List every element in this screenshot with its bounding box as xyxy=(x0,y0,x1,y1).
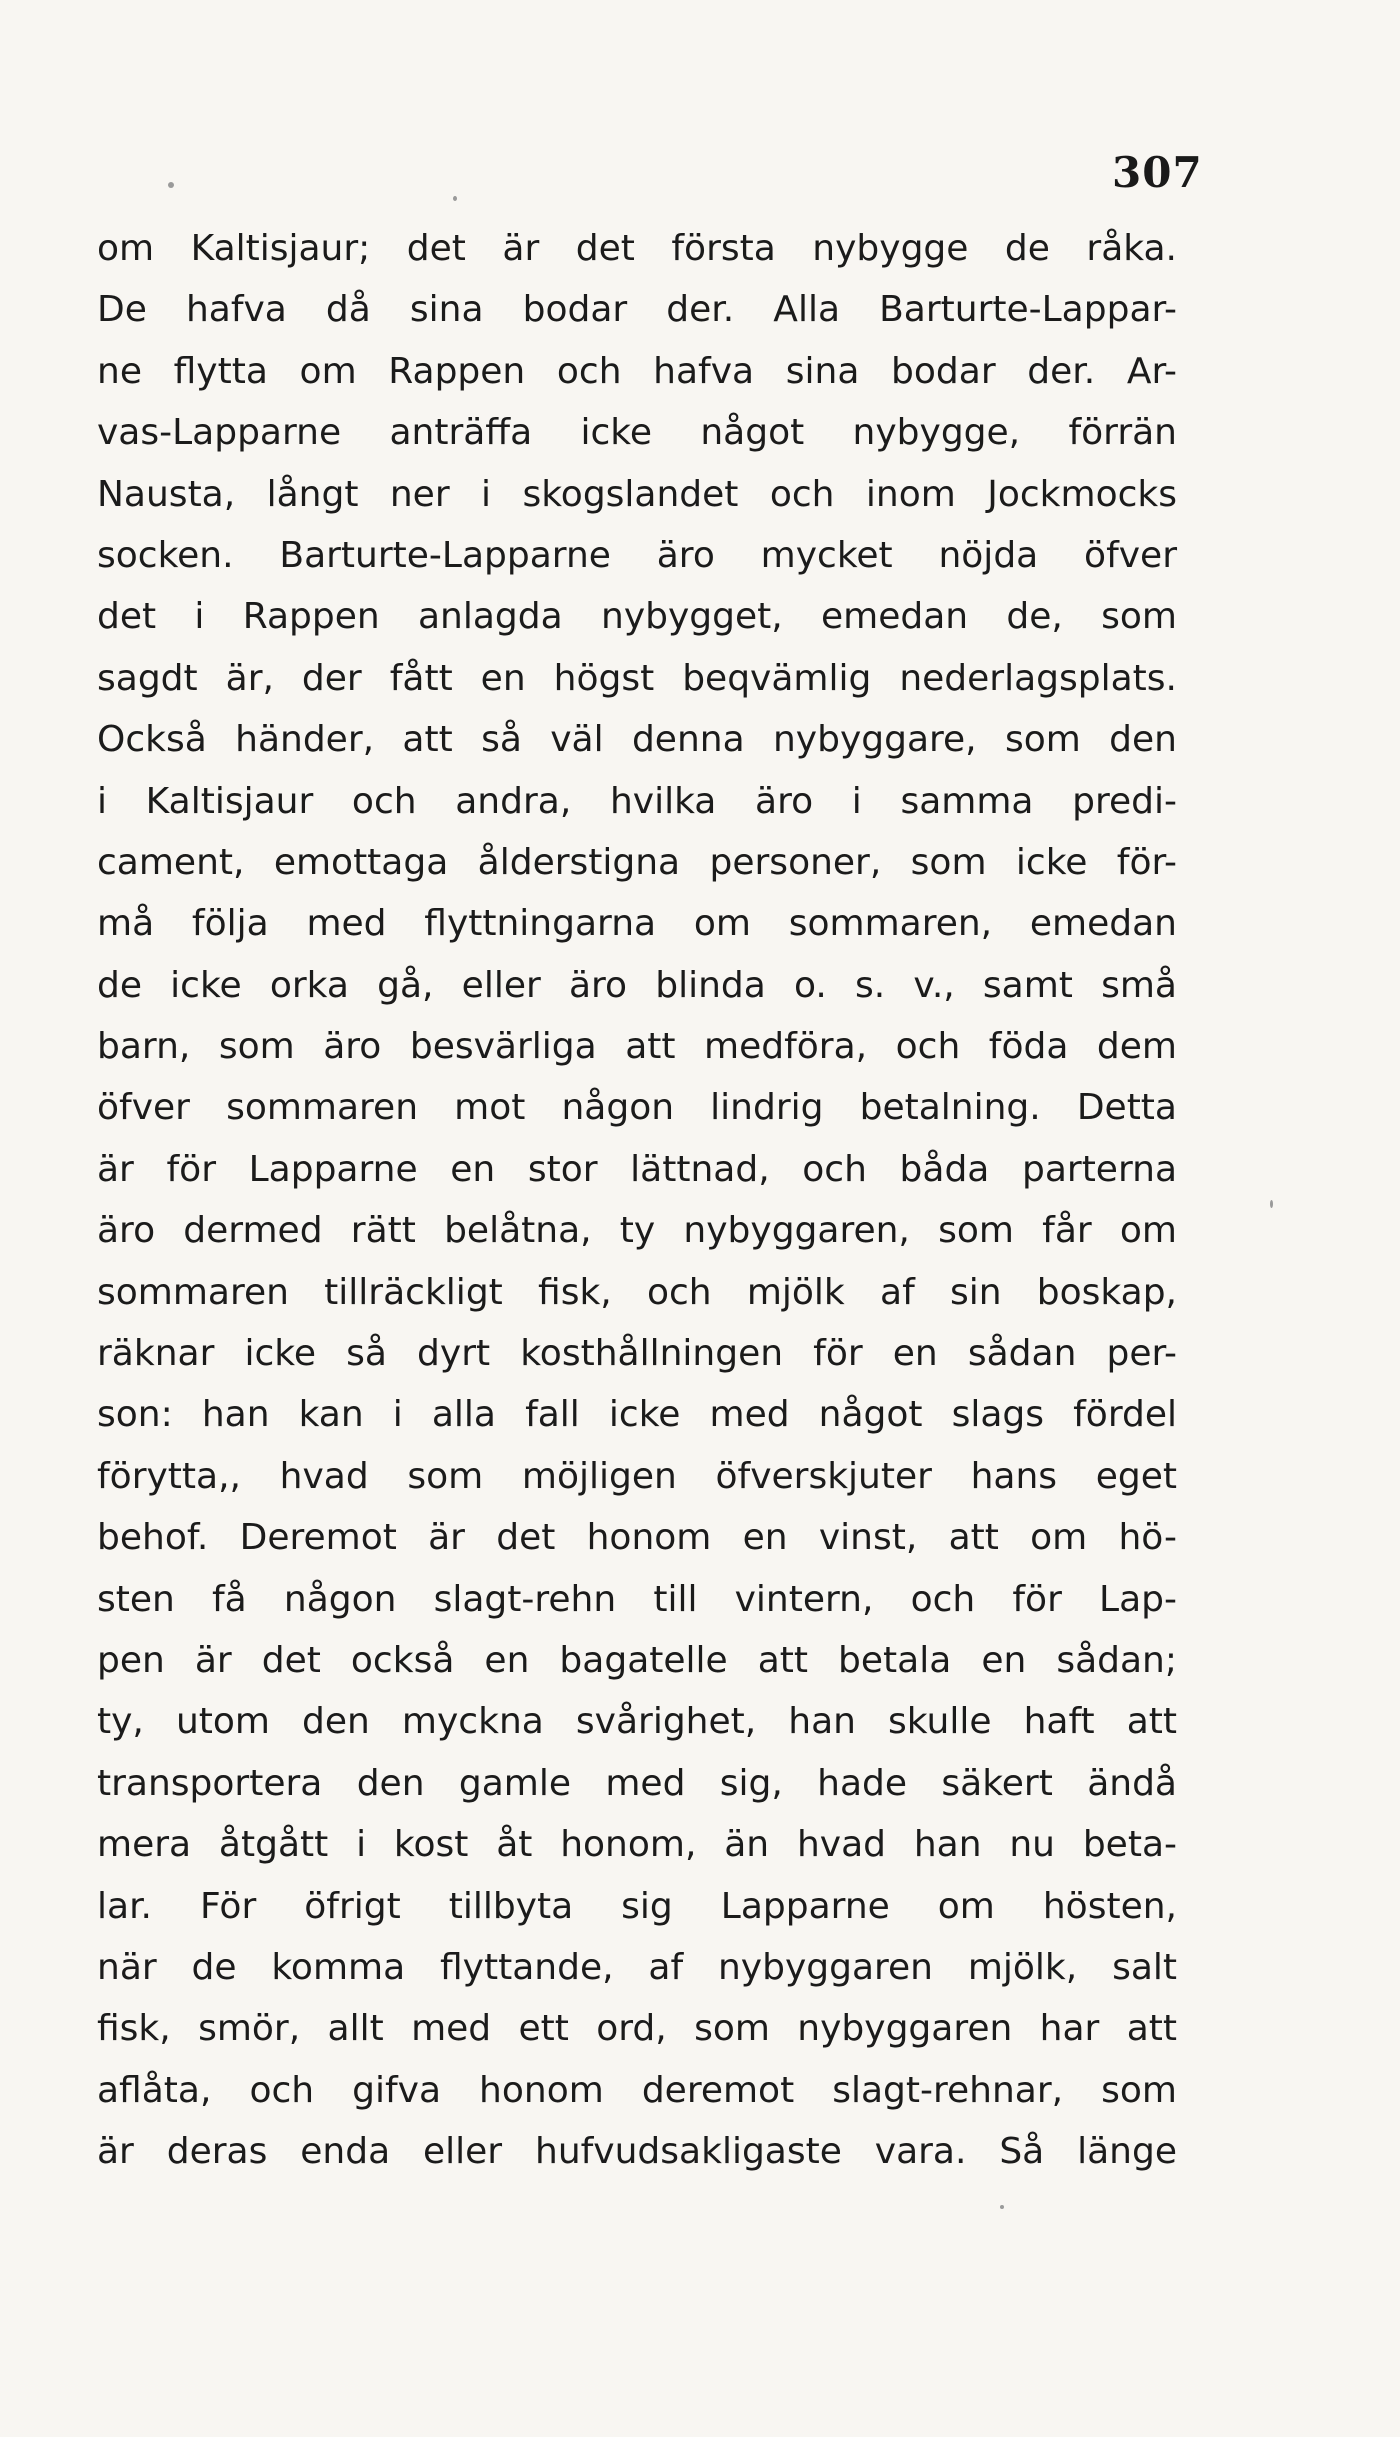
text-line: räknar icke så dyrt kosthållningen för en sådan per- xyxy=(97,1333,1177,1375)
text-line: ty, utom den myckna svårighet, han skulle haft att xyxy=(97,1701,1177,1743)
text-line: fisk, smör, allt med ett ord, som nybyggaren har att xyxy=(97,2008,1177,2050)
text-line: son: han kan i alla fall icke med något slags fördel xyxy=(97,1394,1177,1436)
text-line: aflåta, och gifva honom deremot slagt-rehnar, som xyxy=(97,2069,1177,2111)
text-line: är för Lapparne en stor lättnad, och båda parterna xyxy=(97,1148,1177,1190)
ink-speck xyxy=(1000,2205,1004,2209)
text-line: behof. Deremot är det honom en vinst, att om hö- xyxy=(97,1517,1177,1559)
text-line: vas-Lapparne anträffa icke något nybygge, förrän xyxy=(97,412,1177,454)
text-line: Också händer, att så väl denna nybyggare, som den xyxy=(97,719,1177,761)
text-line: sagdt är, der fått en högst beqvämlig nederlagsplats. xyxy=(97,657,1177,699)
text-line: äro dermed rätt belåtna, ty nybyggaren, som får om xyxy=(97,1210,1177,1252)
text-line: är deras enda eller hufvudsakligaste vara. Så länge xyxy=(97,2131,1177,2173)
text-line: pen är det också en bagatelle att betala en sådan; xyxy=(97,1639,1177,1681)
text-line: transportera den gamle med sig, hade säkert ändå xyxy=(97,1762,1177,1804)
text-line: förytta,, hvad som möjligen öfverskjuter hans eget xyxy=(97,1455,1177,1497)
page-number: 307 xyxy=(1112,148,1203,197)
body-text xyxy=(97,218,1177,2183)
text-line: ne flytta om Rappen och hafva sina bodar der. Ar- xyxy=(97,350,1177,392)
text-line: De hafva då sina bodar der. Alla Barturte-Lappar- xyxy=(97,289,1177,331)
text-line: det i Rappen anlagda nybygget, emedan de, som xyxy=(97,596,1177,638)
ink-speck xyxy=(1270,1200,1273,1208)
ink-speck xyxy=(453,196,457,201)
text-line: i Kaltisjaur och andra, hvilka äro i samma predi- xyxy=(97,780,1177,822)
text-line: sten få någon slagt-rehn till vintern, och för Lap- xyxy=(97,1578,1177,1620)
ink-speck xyxy=(168,182,174,188)
text-line: mera åtgått i kost åt honom, än hvad han nu beta- xyxy=(97,1824,1177,1866)
text-line: de icke orka gå, eller äro blinda o. s. v., samt små xyxy=(97,964,1177,1006)
text-line: socken. Barturte-Lapparne äro mycket nöjda öfver xyxy=(97,534,1177,576)
text-line: lar. För öfrigt tillbyta sig Lapparne om hösten, xyxy=(97,1885,1177,1927)
text-line: om Kaltisjaur; det är det första nybygge de råka. xyxy=(97,228,1177,269)
text-line: öfver sommaren mot någon lindrig betalning. Detta xyxy=(97,1087,1177,1129)
text-line: när de komma flyttande, af nybyggaren mjölk, salt xyxy=(97,1946,1177,1988)
text-line: Nausta, långt ner i skogslandet och inom Jockmocks xyxy=(97,473,1177,515)
text-line: må följa med flyttningarna om sommaren, emedan xyxy=(97,903,1177,945)
text-line: sommaren tillräckligt fisk, och mjölk af sin boskap, xyxy=(97,1271,1177,1313)
text-line: cament, emottaga ålderstigna personer, som icke för- xyxy=(97,841,1177,883)
text-line: barn, som äro besvärliga att medföra, och föda dem xyxy=(97,1026,1177,1068)
